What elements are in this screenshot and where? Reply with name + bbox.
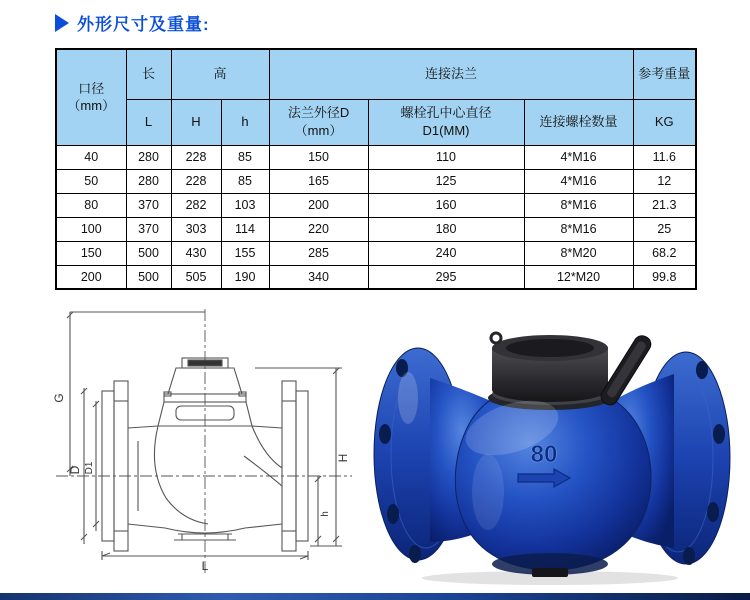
col-flange-group: 连接法兰 bbox=[269, 49, 633, 99]
table-cell: 8*M20 bbox=[524, 241, 633, 265]
table-cell: 12*M20 bbox=[524, 265, 633, 289]
table-cell: 80 bbox=[56, 193, 126, 217]
size-marking-text: 80 bbox=[530, 441, 558, 468]
col-bolt-count: 连接螺栓数量 bbox=[524, 99, 633, 145]
table-cell: 100 bbox=[56, 217, 126, 241]
table-cell: 500 bbox=[126, 265, 171, 289]
col-flange-od bbox=[269, 99, 368, 145]
table-cell: 150 bbox=[56, 241, 126, 265]
table-cell: 200 bbox=[269, 193, 368, 217]
section-title: 外形尺寸及重量: bbox=[77, 15, 210, 34]
table-cell: 500 bbox=[126, 241, 171, 265]
dim-label-d1: D1 bbox=[84, 461, 95, 475]
arrow-right-icon bbox=[55, 14, 69, 32]
col-length: 长 bbox=[126, 49, 171, 99]
table-row bbox=[56, 217, 696, 241]
table-cell: 103 bbox=[221, 193, 269, 217]
dim-label-d: D bbox=[68, 465, 82, 475]
register-cap bbox=[492, 335, 608, 402]
table-cell: 280 bbox=[126, 169, 171, 193]
col-weight: 参考重量 bbox=[633, 49, 696, 99]
col-diameter-label: 口径 bbox=[78, 80, 105, 96]
table-cell: 155 bbox=[221, 241, 269, 265]
col-height-group: 高 bbox=[171, 49, 269, 99]
table-cell: 165 bbox=[269, 169, 368, 193]
table-cell: 282 bbox=[171, 193, 221, 217]
table-cell: 85 bbox=[221, 145, 269, 169]
table-cell: 303 bbox=[171, 217, 221, 241]
table-row bbox=[56, 193, 696, 217]
table-cell: 21.3 bbox=[633, 193, 696, 217]
dimension-drawing bbox=[30, 306, 365, 591]
table-cell: 150 bbox=[269, 145, 368, 169]
table-row bbox=[56, 241, 696, 265]
table-cell: 4*M16 bbox=[524, 169, 633, 193]
table-cell: 228 bbox=[171, 169, 221, 193]
table-cell: 190 bbox=[221, 265, 269, 289]
table-cell: 228 bbox=[171, 145, 221, 169]
table-cell: 160 bbox=[368, 193, 524, 217]
body-highlight-2 bbox=[472, 454, 504, 530]
lid-latch-loop bbox=[491, 333, 501, 343]
table-row bbox=[56, 169, 696, 193]
col-height-sym-small: h bbox=[221, 99, 269, 145]
table-row bbox=[56, 145, 696, 169]
col-flange-od-unit: （mm） bbox=[294, 123, 343, 138]
table-cell: 50 bbox=[56, 169, 126, 193]
col-bolt-circle-sym: D1(MM) bbox=[422, 123, 470, 138]
table-cell: 40 bbox=[56, 145, 126, 169]
col-bolt-circle-label: 螺栓孔中心直径 bbox=[400, 105, 492, 121]
col-diameter-unit: （mm） bbox=[67, 98, 116, 114]
col-diameter bbox=[56, 49, 126, 145]
table-cell: 11.6 bbox=[633, 145, 696, 169]
dim-label-h: H bbox=[336, 453, 350, 463]
section-title-row bbox=[55, 10, 210, 35]
product-photo bbox=[372, 306, 732, 594]
table-cell: 8*M16 bbox=[524, 217, 633, 241]
table-cell: 85 bbox=[221, 169, 269, 193]
table-cell: 505 bbox=[171, 265, 221, 289]
col-flange-od-label: 法兰外径D bbox=[287, 105, 350, 121]
dim-label-h-small: h bbox=[320, 511, 331, 517]
table-cell: 430 bbox=[171, 241, 221, 265]
table-cell: 370 bbox=[126, 193, 171, 217]
table-cell: 125 bbox=[368, 169, 524, 193]
bottom-gradient-bar bbox=[0, 593, 750, 600]
table-cell: 240 bbox=[368, 241, 524, 265]
meter-foot bbox=[532, 568, 568, 577]
table-cell: 220 bbox=[269, 217, 368, 241]
table-cell: 99.8 bbox=[633, 265, 696, 289]
table-cell: 114 bbox=[221, 217, 269, 241]
table-cell: 285 bbox=[269, 241, 368, 265]
table-cell: 4*M16 bbox=[524, 145, 633, 169]
table-cell: 68.2 bbox=[633, 241, 696, 265]
table-cell: 12 bbox=[633, 169, 696, 193]
col-length-sym: L bbox=[126, 99, 171, 145]
table-cell: 370 bbox=[126, 217, 171, 241]
col-bolt-circle bbox=[368, 99, 524, 145]
spec-table-body bbox=[56, 145, 696, 289]
dim-label-g: G bbox=[52, 393, 66, 403]
table-cell: 8*M16 bbox=[524, 193, 633, 217]
table-cell: 180 bbox=[368, 217, 524, 241]
table-row bbox=[56, 265, 696, 289]
spec-table bbox=[55, 48, 697, 290]
table-cell: 200 bbox=[56, 265, 126, 289]
col-height-sym-h: H bbox=[171, 99, 221, 145]
col-weight-unit: KG bbox=[633, 99, 696, 145]
table-cell: 280 bbox=[126, 145, 171, 169]
table-cell: 110 bbox=[368, 145, 524, 169]
dim-label-l: L bbox=[201, 559, 209, 573]
table-cell: 295 bbox=[368, 265, 524, 289]
table-cell: 25 bbox=[633, 217, 696, 241]
table-cell: 340 bbox=[269, 265, 368, 289]
spec-table-header bbox=[56, 49, 696, 145]
